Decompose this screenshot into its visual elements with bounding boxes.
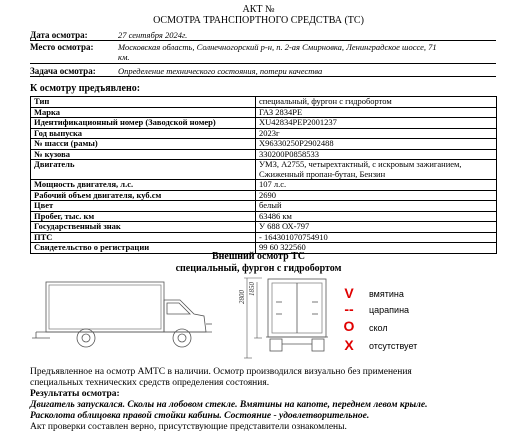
- spec-value: 107 л.с.: [256, 180, 497, 191]
- spec-key: Свидетельство о регистрации: [31, 243, 256, 254]
- truck-side-view-drawing: [30, 278, 242, 352]
- results-line2: Расколота облицовка правой стойки кабины. Состояние - удовлетворительное.: [30, 411, 370, 421]
- spec-key: Рабочий объем двигателя, куб.см: [31, 190, 256, 201]
- results-label: Результаты осмотра:: [30, 389, 120, 399]
- act-title-number: АКТ №: [242, 4, 275, 15]
- spec-row: [31, 139, 497, 150]
- spec-row: [31, 232, 497, 243]
- spec-value: 330200P0858533: [256, 149, 497, 160]
- spec-value: 63486 км: [256, 211, 497, 222]
- spec-key: Двигатель: [31, 160, 256, 180]
- dent-symbol-icon: V: [344, 285, 354, 301]
- spec-row: [31, 97, 497, 108]
- inspection-place-label: Место осмотра:: [30, 42, 94, 52]
- spec-value: специальный, фургон с гидробортом: [256, 97, 497, 108]
- legend-scratch-label: царапина: [369, 305, 410, 315]
- spec-row: [31, 128, 497, 139]
- spec-value: УМЗ, А2755, четырехтактный, с искровым зажиганием, Сжиженный пропан-бутан, Бензин: [256, 160, 497, 180]
- closing-statement: Акт проверки составлен верно, присутствующие представители ознакомлены.: [30, 422, 347, 432]
- spec-row: [31, 211, 497, 222]
- truck-rear-view-drawing: [262, 276, 332, 356]
- legend-chip-label: скол: [369, 323, 388, 333]
- dimension-body-label: 1850: [248, 282, 256, 296]
- results-line1: Двигатель запускался. Сколы на лобовом стекле. Вмятины на капоте, переднем левом крыле.: [30, 400, 428, 410]
- legend-dent-label: вмятина: [369, 289, 404, 299]
- act-title: ОСМОТРА ТРАНСПОРТНОГО СРЕДСТВА (ТС): [153, 15, 364, 26]
- spec-key: Цвет: [31, 201, 256, 212]
- spec-key: Тип: [31, 97, 256, 108]
- spec-heading: К осмотру предъявлено:: [30, 83, 141, 94]
- inspection-task-label: Задача осмотра:: [30, 66, 96, 76]
- spec-row: [31, 190, 497, 201]
- spec-row: [31, 107, 497, 118]
- divider: [30, 40, 496, 41]
- visual-subheading: специальный, фургон с гидробортом: [175, 263, 342, 274]
- spec-key: Мощность двигателя, л.с.: [31, 180, 256, 191]
- inspection-place-value-line1: Московская область, Солнечногорский р-н, п. 2-ая Смирновка, Ленинградское шоссе, 71: [118, 42, 437, 52]
- visual-heading: Внешний осмотр ТС: [211, 251, 306, 262]
- spec-key: Государственный знак: [31, 222, 256, 233]
- spec-value: - 164301070754910: [256, 232, 497, 243]
- divider: [30, 63, 496, 64]
- spec-key: Марка: [31, 107, 256, 118]
- spec-key: Год выпуска: [31, 128, 256, 139]
- spec-value: X96330250P2902488: [256, 139, 497, 150]
- spec-key: № шасси (рамы): [31, 139, 256, 150]
- spec-row: [31, 149, 497, 160]
- spec-row: [31, 180, 497, 191]
- spec-value: 2023г: [256, 128, 497, 139]
- divider: [30, 76, 496, 77]
- scratch-symbol-icon: --: [344, 301, 354, 317]
- inspection-date-label: Дата осмотра:: [30, 30, 88, 40]
- spec-value: XU42834PEP2001237: [256, 118, 497, 129]
- dimension-height-label: 2800: [238, 290, 246, 304]
- legend-missing-label: отсутствует: [369, 341, 418, 351]
- spec-value: 2690: [256, 190, 497, 201]
- spec-key: Идентификационный номер (Заводской номер): [31, 118, 256, 129]
- spec-key: Пробег, тыс. км: [31, 211, 256, 222]
- inspection-date-value: 27 сентября 2024г.: [118, 30, 188, 40]
- spec-value: 99 60 322560: [256, 243, 497, 254]
- spec-value: белый: [256, 201, 497, 212]
- report-intro-line2: специальных технических средств определения состояния.: [30, 378, 270, 388]
- spec-key: № кузова: [31, 149, 256, 160]
- spec-row: [31, 222, 497, 233]
- chip-symbol-icon: O: [343, 318, 355, 334]
- spec-row: [31, 160, 497, 180]
- inspection-place-value-line2: км.: [118, 52, 130, 62]
- spec-value: У 688 ОХ-797: [256, 222, 497, 233]
- inspection-task-value: Определение технического состояния, потери качества: [118, 66, 323, 76]
- report-intro-line1: Предъявленное на осмотр АМТС в наличии. Осмотр производился визуально без применения: [30, 367, 412, 377]
- spec-key: ПТС: [31, 232, 256, 243]
- vehicle-spec-table: [30, 96, 497, 254]
- spec-row: [31, 118, 497, 129]
- spec-row: [31, 201, 497, 212]
- missing-symbol-icon: X: [344, 337, 354, 353]
- spec-value: ГАЗ 2834РЕ: [256, 107, 497, 118]
